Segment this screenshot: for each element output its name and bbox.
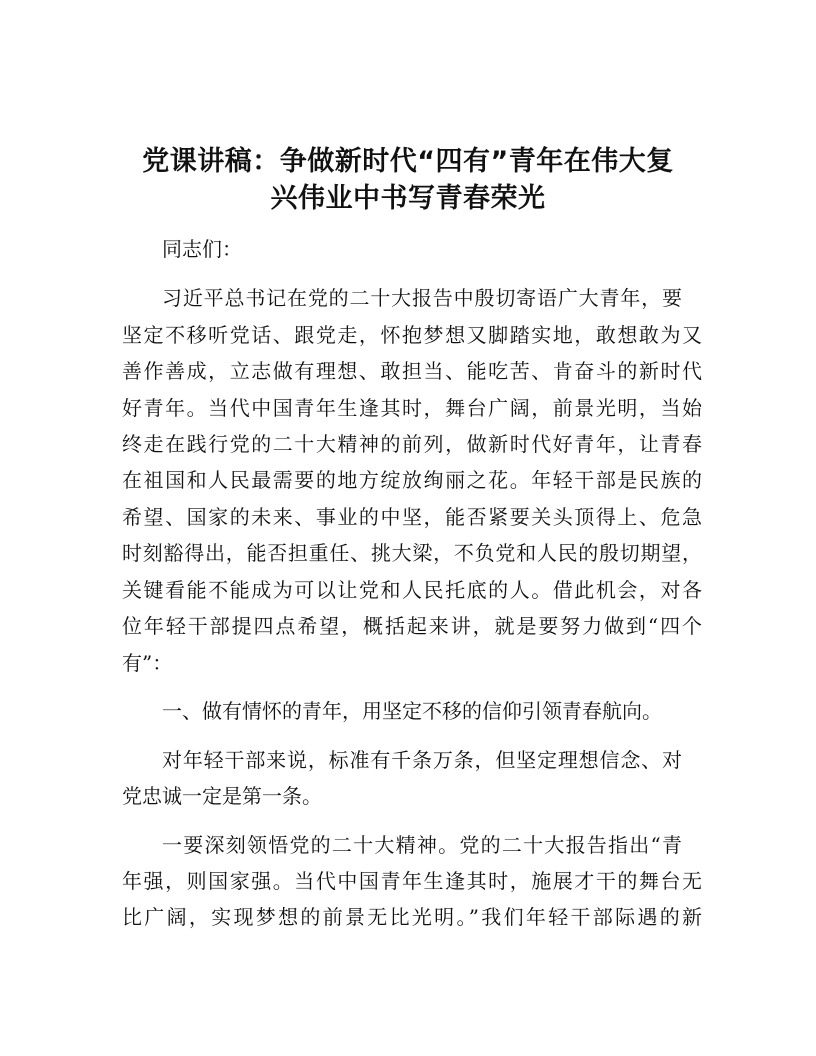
body-line: 位年轻干部提四点希望，概括起来讲，就是要努力做到“四个 bbox=[122, 614, 702, 638]
body-line: 比广阔，实现梦想的前景无比光明。”我们年轻干部际遇的新 bbox=[122, 905, 702, 929]
salutation: 同志们： bbox=[162, 237, 242, 261]
body-line: 善作善成，立志做有理想、敢担当、能吃苦、肯奋斗的新时代 bbox=[122, 359, 702, 383]
section-heading: 一、做有情怀的青年，用坚定不移的信仰引领青春航向。 bbox=[162, 699, 662, 723]
body-line: 好青年。当代中国青年生逢其时，舞台广阔，前景光明，当始 bbox=[122, 396, 702, 420]
document-title bbox=[118, 143, 698, 217]
body-line: 终走在践行党的二十大精神的前列，做新时代好青年，让青春 bbox=[122, 432, 702, 456]
body-line: 一要深刻领悟党的二十大精神。党的二十大报告指出“青 bbox=[162, 833, 682, 857]
title-line: 党课讲稿：争做新时代“四有”青年在伟大复 bbox=[142, 146, 674, 177]
body-line: 党忠诚一定是第一条。 bbox=[122, 784, 322, 808]
body-line: 时刻豁得出，能否担重任、挑大梁，不负党和人民的殷切期望， bbox=[122, 541, 702, 565]
body-line: 对年轻干部来说，标准有千条万条，但坚定理想信念、对 bbox=[162, 748, 682, 772]
title-line: 兴伟业中书写青春荣光 bbox=[270, 183, 546, 214]
body-line: 希望、国家的未来、事业的中坚，能否紧要关头顶得上、危急 bbox=[122, 505, 702, 529]
body-line: 关键看能不能成为可以让党和人民托底的人。借此机会，对各 bbox=[122, 578, 702, 602]
body-line: 有”： bbox=[122, 651, 173, 675]
body-line: 在祖国和人民最需要的地方绽放绚丽之花。年轻干部是民族的 bbox=[122, 468, 702, 492]
body-line: 习近平总书记在党的二十大报告中殷切寄语广大青年，要 bbox=[162, 286, 682, 310]
body-line: 坚定不移听党话、跟党走，怀抱梦想又脚踏实地，敢想敢为又 bbox=[122, 323, 702, 347]
body-line: 年强，则国家强。当代中国青年生逢其时，施展才干的舞台无 bbox=[122, 869, 702, 893]
